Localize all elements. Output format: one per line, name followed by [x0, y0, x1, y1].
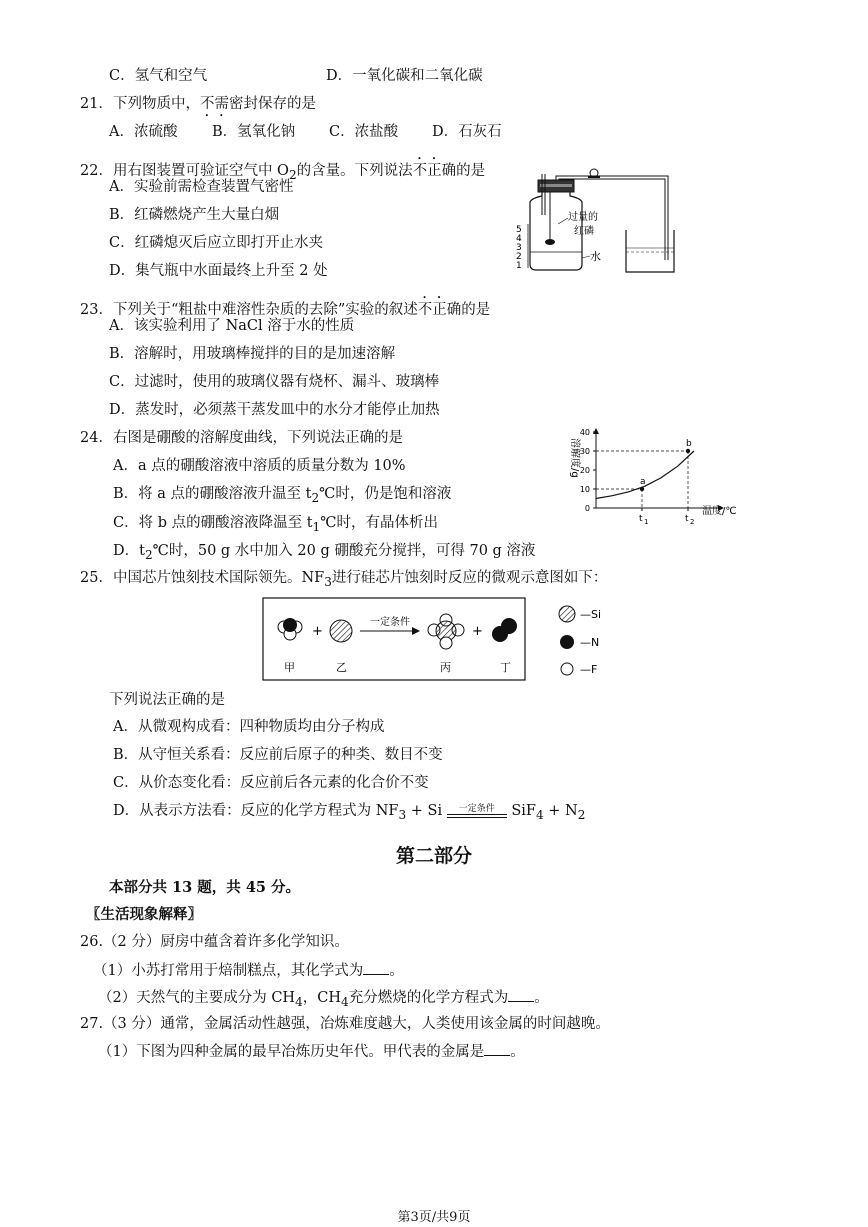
q21-stem: 21．下列物质中，不需密封保存的是 [80, 96, 316, 112]
q22-stem: 22．用右图装置可验证空气中 $O_2$的含量。下列说法不正确的是 [80, 163, 486, 182]
point-label-a: a [640, 477, 646, 487]
q25-option-b: B．从守恒关系看：反应前后原子的种类、数目不变 [113, 747, 443, 763]
solubility-curve [596, 451, 694, 499]
answer-blank[interactable] [363, 960, 389, 975]
q20-option-d: D．一氧化碳和二氧化碳 [326, 68, 483, 84]
legend-n: —N [580, 636, 600, 649]
scale-4: 4 [516, 234, 522, 244]
q26-stem: 26.（2 分）厨房中蕴含着许多化学知识。 [80, 934, 349, 950]
q25-stem: 25．中国芯片蚀刻技术国际领先。$NF_3$进行硅芯片蚀刻时反应的微观示意图如下： [80, 570, 608, 589]
label-bing: 丙 [440, 661, 451, 674]
equation-condition: 一定条件 [447, 804, 507, 818]
q22-option-d: D．集气瓶中水面最终上升至 2 处 [109, 263, 328, 279]
legend-n-icon [560, 635, 574, 649]
part-two-title: 第二部分 [395, 845, 472, 867]
q21-option-b: B．氢氧化钠 [212, 124, 296, 140]
legend-f: —F [580, 663, 598, 676]
q25-option-a: A．从微观构成看：四种物质均由分子构成 [113, 719, 385, 735]
q23-stem: 23．下列关于“粗盐中难溶性杂质的去除”实验的叙述不正确的是 [80, 302, 491, 318]
q22-option-a: A．实验前需检查装置气密性 [109, 179, 294, 195]
y-tick-label: 30 [579, 447, 590, 456]
molecule-sif4 [428, 614, 464, 649]
molecule-n2 [492, 618, 517, 642]
x-axis-label: 温度/℃ [702, 506, 737, 517]
y-tick-label: 20 [579, 466, 590, 475]
q23-option-d: D．蒸发时，必须蒸干蒸发皿中的水分才能停止加热 [109, 402, 440, 418]
q23-option-b: B．溶解时，用玻璃棒搅拌的目的是加速溶解 [109, 346, 396, 362]
q22-option-c: C．红磷熄灭后应立即打开止水夹 [109, 235, 324, 251]
q20-option-c: C．氢气和空气 [109, 68, 208, 84]
point-label-b: b [686, 439, 692, 449]
q26-sub1: （1）小苏打常用于焙制糕点，其化学式为 。 [93, 960, 404, 981]
scale-5: 5 [516, 225, 522, 235]
label-yi: 乙 [336, 661, 347, 674]
category-heading: 〖生活现象解释〗 [86, 906, 202, 923]
y-tick-label: 40 [579, 428, 590, 437]
q23-option-c: C．过滤时，使用的玻璃仪器有烧杯、漏斗、玻璃棒 [109, 374, 440, 390]
scale-1: 1 [516, 261, 522, 271]
q21-option-c: C．浓盐酸 [329, 124, 399, 140]
q27-sub1: （1）下图为四种金属的最早冶炼历史年代。甲代表的金属是 。 [98, 1041, 525, 1062]
water-label: 水 [590, 250, 601, 263]
label-jia: 甲 [284, 661, 295, 674]
answer-blank[interactable] [508, 987, 534, 1002]
oxygen-apparatus-figure [508, 160, 678, 278]
q24-option-c: C．将 b 点的硼酸溶液降温至 $t_1℃$时，有晶体析出 [113, 515, 438, 534]
q24-option-d: D．$t_2℃$时，50 g 水中加入 20 g 硼酸充分搅拌，可得 70 g 溶液 [113, 543, 536, 562]
q23-option-a: A．该实验利用了 NaCl 溶于水的性质 [109, 318, 355, 334]
x-tick-label: t [685, 514, 689, 524]
red-phosphorus-label-1: 过量的 [568, 212, 598, 223]
q24-option-a: A．a 点的硼酸溶液中溶质的质量分数为 10% [113, 458, 406, 474]
answer-blank[interactable] [484, 1041, 510, 1056]
q21-option-a: A．浓硫酸 [109, 124, 178, 140]
x-tick-label: t [639, 514, 643, 524]
data-point-b [686, 449, 690, 453]
plus-1: + [312, 624, 323, 639]
q22-option-b: B．红磷燃烧产生大量白烟 [109, 207, 280, 223]
q27-stem: 27.（3 分）通常，金属活动性越强，冶炼难度越大，人类使用该金属的时间越晚。 [80, 1016, 610, 1032]
legend-si: —Si [580, 608, 602, 621]
page-footer: 第3页/共9页 [397, 1210, 471, 1225]
label-ding: 丁 [500, 661, 511, 674]
atom-si [330, 620, 352, 642]
x-tick-subscript: 1 [644, 518, 649, 526]
legend-si-icon [559, 606, 575, 622]
y-tick-label: 0 [584, 504, 590, 513]
solubility-chart [560, 424, 760, 528]
q25-option-c: C．从价态变化看：反应前后各元素的化合价不变 [113, 775, 429, 791]
q21-option-d: D．石灰石 [432, 124, 502, 140]
plus-2: + [472, 624, 483, 639]
y-tick-label: 10 [579, 485, 590, 494]
q25-option-d: D．从表示方法看：反应的化学方程式为 $NF_3 + Si$ 一定条件 $SiF_4 + N_2$ [113, 803, 586, 822]
legend-f-icon [561, 663, 573, 675]
x-tick-subscript: 2 [690, 518, 695, 526]
scale-2: 2 [516, 252, 522, 262]
molecule-nf3 [278, 618, 302, 640]
q24-stem: 24．右图是硼酸的溶解度曲线，下列说法正确的是 [80, 430, 403, 446]
q26-sub2: （2）天然气的主要成分为 $CH_4$，$CH_4$充分燃烧的化学方程式为 。 [98, 987, 549, 1012]
data-point-a [640, 487, 644, 491]
part-two-intro: 本部分共 13 题，共 45 分。 [109, 879, 301, 896]
reaction-condition: 一定条件 [370, 617, 410, 628]
red-phosphorus-label-2: 红磷 [574, 226, 594, 237]
q24-option-b: B．将 a 点的硼酸溶液升温至 $t_2℃$时，仍是饱和溶液 [113, 486, 452, 505]
scale-3: 3 [516, 243, 522, 253]
q25-ask: 下列说法正确的是 [109, 692, 225, 708]
reaction-diagram [262, 597, 762, 683]
y-axis-label: 溶解度/g [569, 438, 580, 478]
